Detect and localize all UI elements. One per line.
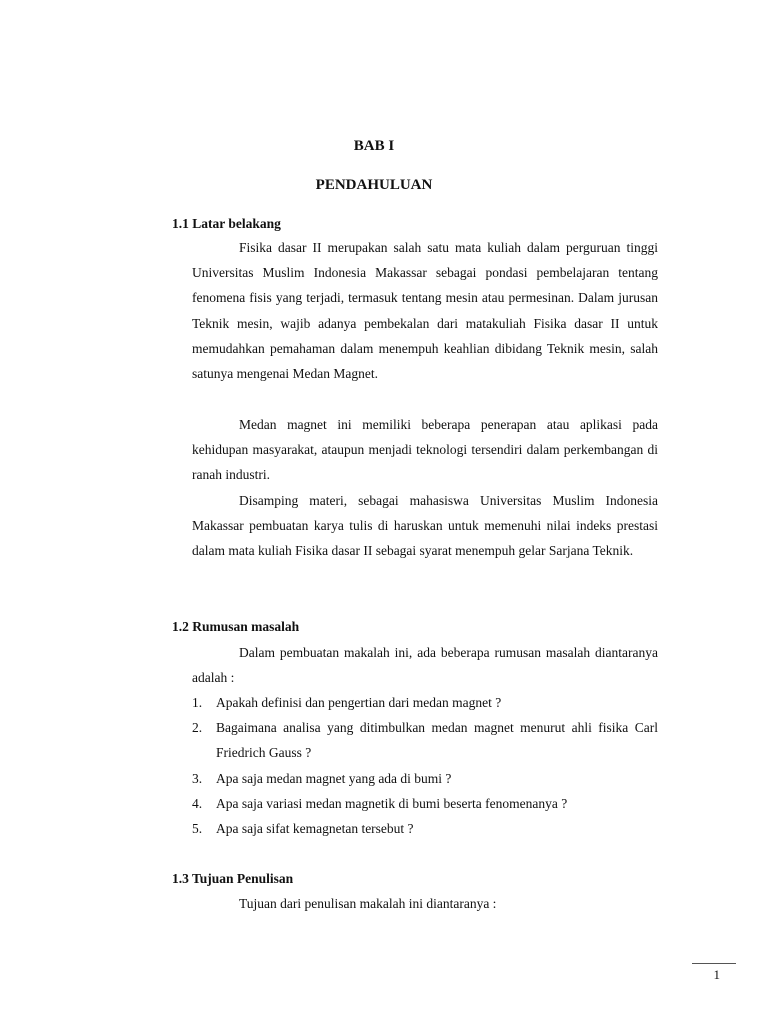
paragraph-latar-belakang-1: Fisika dasar II merupakan salah satu mata kuliah dalam perguruan tinggi Universitas Muslim Indonesia Makassar sebagai pondasi pembelajaran tentang fenomena fisis yang terjadi, termasuk tentang mesin atau permesinan. Dalam jurusan Teknik mesin, wajib adanya pembekalan dari matakuliah Fisika dasar II untuk memudahkan pemahaman dalam menempuh keahlian dibidang Teknik mesin, salah satunya mengenai Medan Magnet. — [192, 240, 658, 382]
paragraph-rumusan-intro: Dalam pembuatan makalah ini, ada beberapa rumusan masalah diantaranya adalah : — [192, 645, 658, 686]
list-item — [192, 816, 658, 841]
list-item — [192, 791, 658, 816]
list-item — [192, 690, 658, 715]
list-item-text: Apa saja medan magnet yang ada di bumi ? — [216, 770, 452, 786]
page-number: 1 — [713, 967, 720, 982]
paragraph-tujuan-intro: Tujuan dari penulisan makalah ini diantaranya : — [239, 896, 497, 911]
list-item-number: 5. — [192, 821, 203, 837]
chapter-label: BAB I — [353, 138, 395, 154]
list-item-text: Bagaimana analisa yang ditimbulkan medan magnet menurut ahli fisika Carl Friedrich Gauss ? — [216, 720, 658, 761]
chapter-title: PENDAHULUAN — [315, 177, 433, 193]
list-item-text: Apa saja variasi medan magnetik di bumi beserta fenomenanya ? — [216, 795, 568, 811]
list-item-number: 2. — [192, 720, 203, 736]
paragraph-latar-belakang-3: Disamping materi, sebagai mahasiswa Universitas Muslim Indonesia Makassar pembuatan karya tulis di haruskan untuk memenuhi nilai indeks prestasi dalam mata kuliah Fisika dasar II sebagai syarat menempuh gelar Sarjana Teknik. — [192, 493, 658, 559]
list-item-text: Apakah definisi dan pengertian dari medan magnet ? — [216, 695, 502, 710]
footer-divider — [692, 963, 736, 964]
list-item-number: 4. — [192, 795, 203, 811]
list-item-number: 3. — [192, 770, 203, 786]
rumusan-masalah-list — [192, 690, 658, 841]
list-item-number: 1. — [192, 695, 203, 710]
paragraph-latar-belakang-2: Medan magnet ini memiliki beberapa penerapan atau aplikasi pada kehidupan masyarakat, ataupun menjadi teknologi tersendiri dalam perkembangan di ranah industri. — [192, 417, 658, 483]
list-item — [192, 715, 658, 765]
section-title-rumusan-masalah: 1.2 Rumusan masalah — [172, 619, 300, 634]
section-title-tujuan-penulisan: 1.3 Tujuan Penulisan — [172, 871, 294, 886]
section-title-latar-belakang: 1.1 Latar belakang — [172, 216, 281, 231]
list-item-text: Apa saja sifat kemagnetan tersebut ? — [216, 821, 414, 837]
list-item — [192, 766, 658, 791]
